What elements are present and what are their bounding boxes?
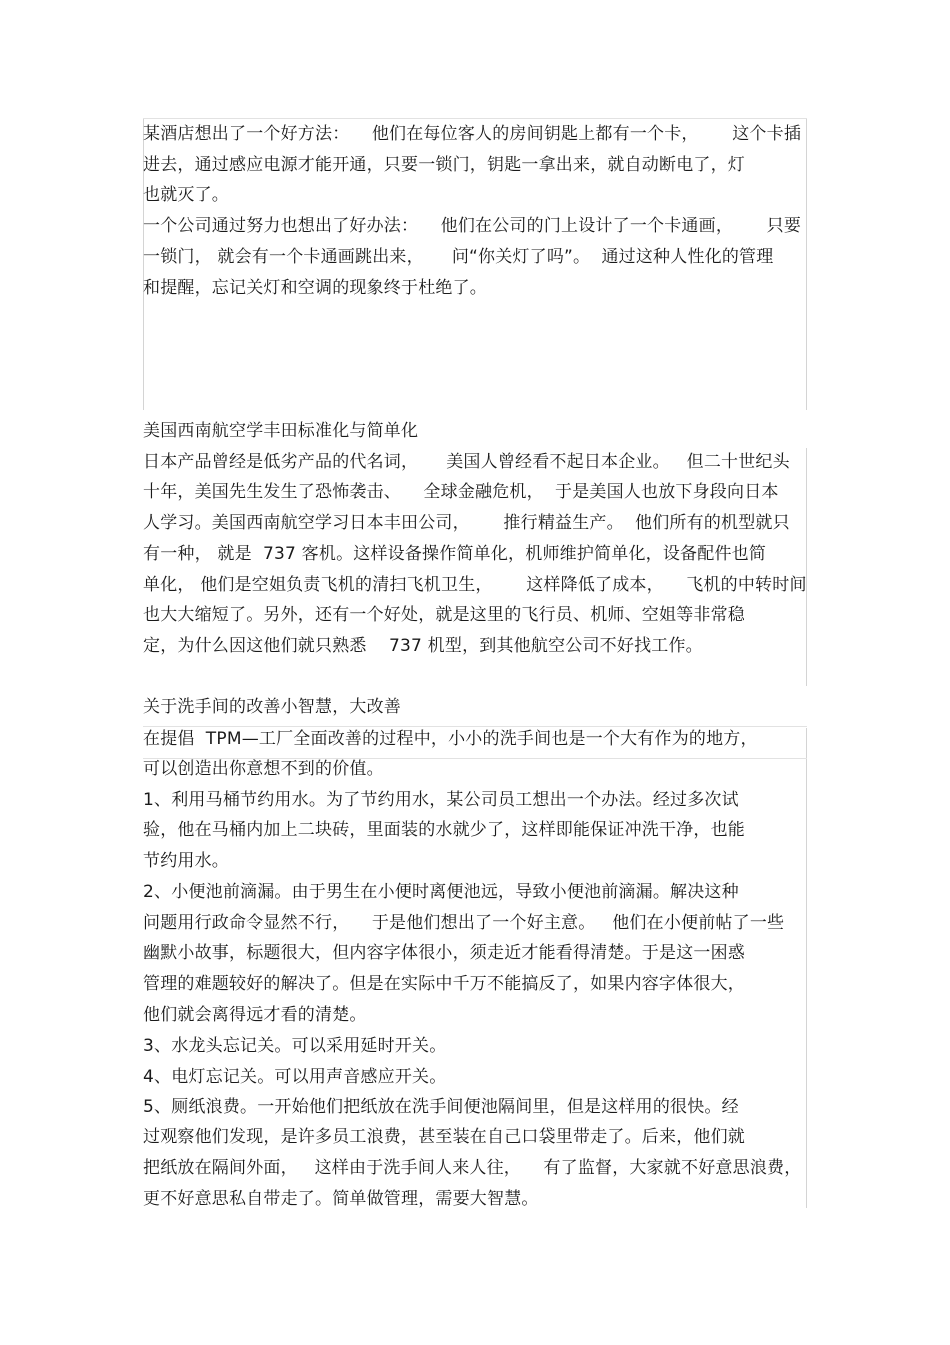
body-text-line: 某酒店想出了一个好方法： 他们在每位客人的房间钥匙上都有一个卡， 这个卡插 (143, 124, 802, 144)
body-text-line: 节约用水。 (143, 851, 229, 871)
body-text-line: 问题用行政命令显然不行， 于是他们想出了一个好主意。 他们在小便前帖了一些 (143, 913, 785, 933)
section-title: 美国西南航空学丰田标准化与简单化 (143, 421, 419, 441)
body-text-line: 3、水龙头忘记关。可以采用延时开关。 (143, 1036, 447, 1056)
body-text-line: 有一种， 就是 737 客机。这样设备操作简单化，机师维护简单化，设备配件也简 (143, 544, 767, 564)
body-text-line: 日本产品曾经是低劣产品的代名词， 美国人曾经看不起日本企业。 但二十世纪头 (143, 452, 790, 472)
body-text-line: 和提醒，忘记关灯和空调的现象终于杜绝了。 (143, 278, 487, 298)
body-text-line: 验，他在马桶内加上二块砖，里面装的水就少了，这样即能保证冲洗干净，也能 (143, 820, 745, 840)
body-text-line: 可以创造出你意想不到的价值。 (143, 759, 384, 779)
body-text-line: 一锁门， 就会有一个卡通画跳出来， 问“你关灯了吗”。 通过这种人性化的管理 (143, 247, 774, 267)
body-text-line: 幽默小故事，标题很大，但内容字体很小，须走近才能看得清楚。于是这一困惑 (143, 943, 745, 963)
body-text-line: 管理的难题较好的解决了。但是在实际中千万不能搞反了，如果内容字体很大， (143, 974, 745, 994)
body-text-line: 5、厕纸浪费。一开始他们把纸放在洗手间便池隔间里，但是这样用的很快。经 (143, 1097, 739, 1117)
body-text-line: 在提倡 TPM—工厂全面改善的过程中，小小的洗手间也是一个大有作为的地方， (143, 729, 758, 749)
body-text-line: 1、利用马桶节约用水。为了节约用水，某公司员工想出一个办法。经过多次试 (143, 790, 739, 810)
body-text-line: 也大大缩短了。另外，还有一个好处，就是这里的飞行员、机师、空姐等非常稳 (143, 605, 745, 625)
body-text-line: 更不好意思私自带走了。简单做管理，需要大智慧。 (143, 1189, 539, 1209)
body-text-line: 人学习。美国西南航空学习日本丰田公司， 推行精益生产。 他们所有的机型就只 (143, 513, 790, 533)
body-text-line: 他们就会离得远才看的清楚。 (143, 1005, 367, 1025)
body-text-line: 4、电灯忘记关。可以用声音感应开关。 (143, 1067, 447, 1087)
body-text-line: 单化， 他们是空姐负责飞机的清扫飞机卫生， 这样降低了成本， 飞机的中转时间 (143, 575, 807, 595)
body-text-line: 一个公司通过努力也想出了好办法： 他们在公司的门上设计了一个卡通画， 只要 (143, 216, 802, 236)
body-text-line: 也就灭了。 (143, 185, 229, 205)
text-box-right-border-3 (806, 728, 807, 1208)
body-text-line: 把纸放在隔间外面， 这样由于洗手间人来人往， 有了监督，大家就不好意思浪费， (143, 1158, 802, 1178)
body-text-line: 十年，美国先生发生了恐怖袭击、 全球金融危机， 于是美国人也放下身段向日本 (143, 482, 779, 502)
text-box-right-border-2 (806, 448, 807, 686)
body-text-line: 进去，通过感应电源才能开通，只要一锁门，钥匙一拿出来，就自动断电了，灯 (143, 155, 745, 175)
section-title: 关于洗手间的改善小智慧，大改善 (143, 697, 401, 717)
body-text-line: 2、小便池前滴漏。由于男生在小便时离便池远，导致小便池前滴漏。解决这种 (143, 882, 739, 902)
body-text-line: 过观察他们发现，是许多员工浪费，甚至装在自己口袋里带走了。后来，他们就 (143, 1127, 745, 1147)
text-box-top-border (143, 118, 807, 119)
body-text-line: 定，为什么因这他们就只熟悉 737 机型，到其他航空公司不好找工作。 (143, 636, 703, 656)
text-box-right-border (806, 118, 807, 410)
